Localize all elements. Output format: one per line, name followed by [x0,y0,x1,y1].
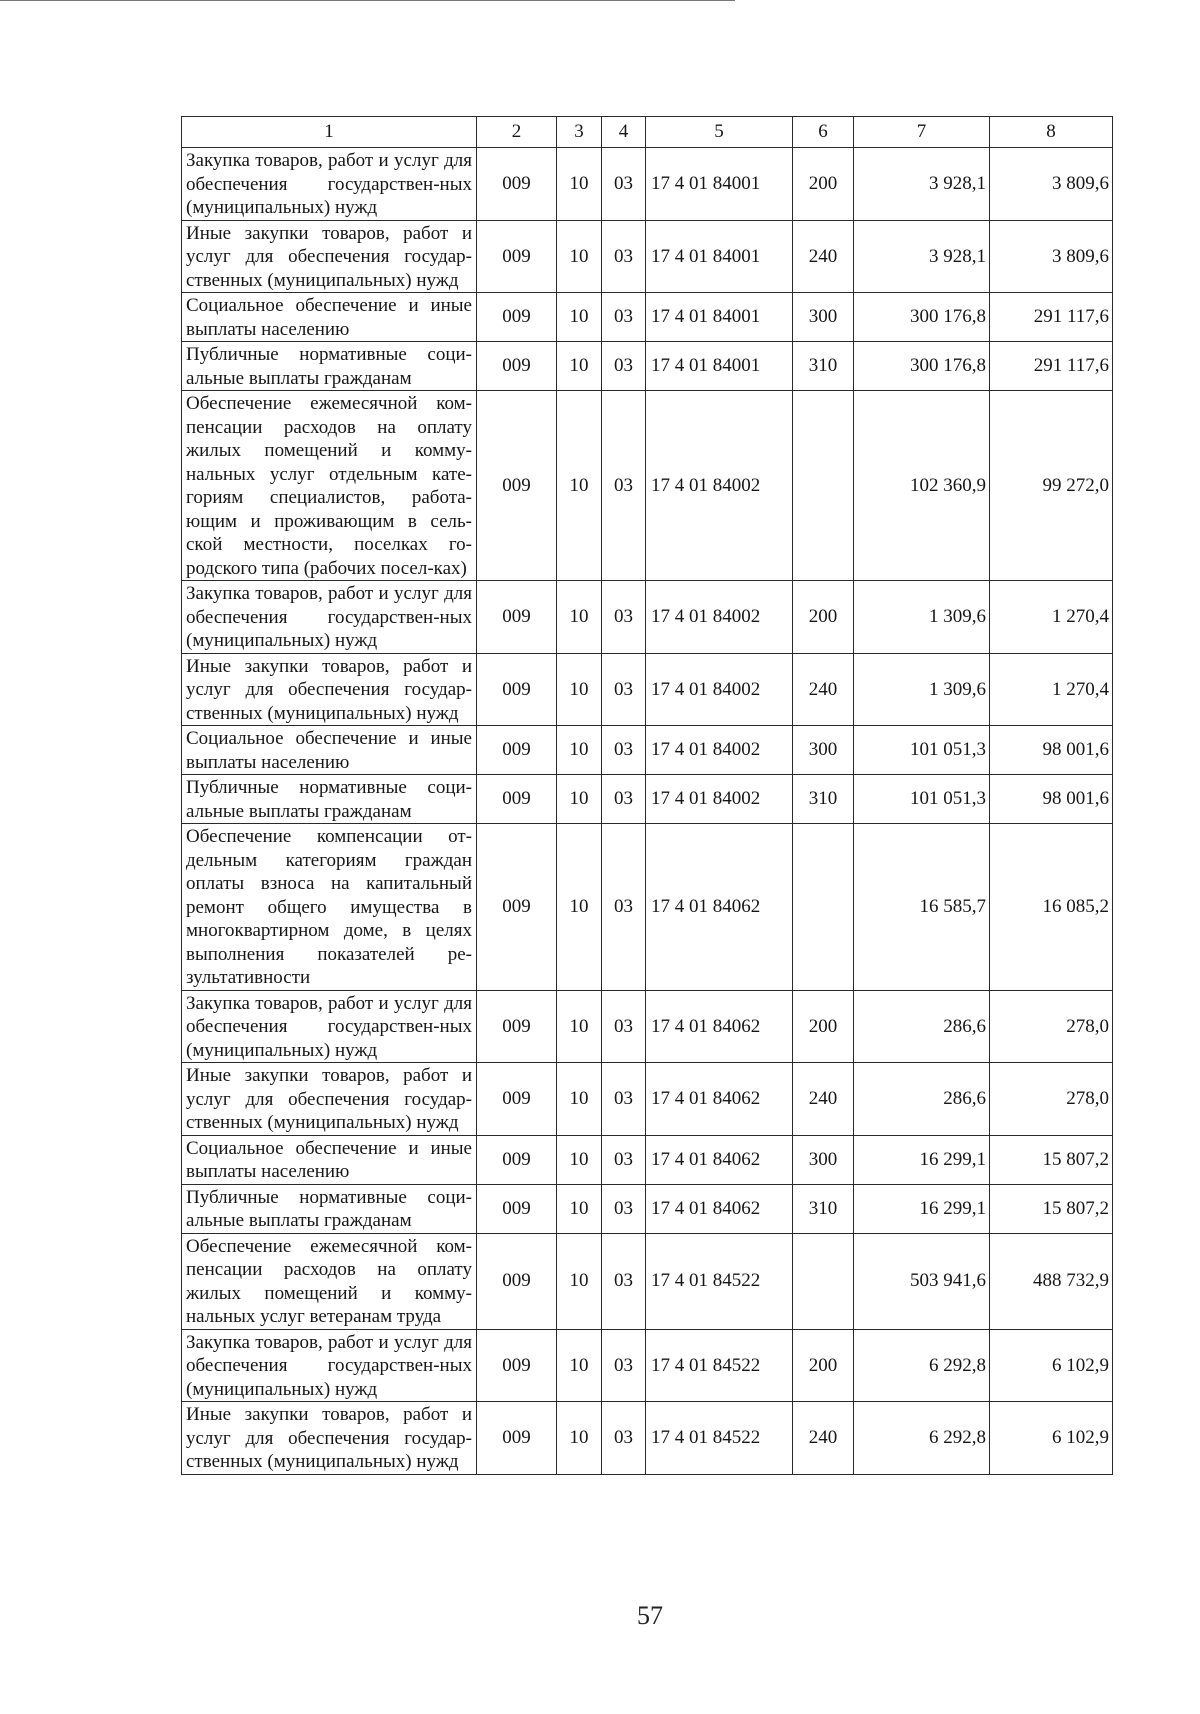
section-code-cell: 10 [557,1402,602,1475]
expense-type-cell: 240 [793,220,854,293]
expense-type-cell: 200 [793,1329,854,1402]
page-number: 57 [637,1601,663,1630]
subsection-code-cell: 03 [602,1402,646,1475]
expense-type-cell: 310 [793,342,854,391]
admin-code-cell: 009 [477,990,557,1063]
amount-year2-cell: 6 102,9 [990,1402,1113,1475]
section-code-cell: 10 [557,391,602,581]
table-header [182,117,1113,148]
amount-year1-cell: 3 928,1 [854,220,990,293]
header-col-3: 3 [557,117,602,148]
table-row [182,653,1113,726]
expense-type-cell: 200 [793,148,854,221]
amount-year2-cell: 1 270,4 [990,581,1113,654]
subsection-code-cell: 03 [602,1233,646,1329]
admin-code-cell: 009 [477,824,557,991]
table-row [182,1063,1113,1136]
row-name-cell: Публичные нормативные соци-альные выплаты гражданам [182,342,477,391]
amount-year1-cell: 101 051,3 [854,726,990,775]
table-row [182,1329,1113,1402]
expense-type-cell: 310 [793,775,854,824]
amount-year2-cell: 291 117,6 [990,342,1113,391]
target-article-cell: 17 4 01 84062 [646,990,793,1063]
row-name-cell: Социальное обеспечение и иные выплаты населению [182,726,477,775]
table-row [182,1135,1113,1184]
amount-year1-cell: 16 299,1 [854,1135,990,1184]
header-col-2: 2 [477,117,557,148]
target-article-cell: 17 4 01 84002 [646,581,793,654]
table-body [182,148,1113,1475]
table-row [182,990,1113,1063]
admin-code-cell: 009 [477,1233,557,1329]
expense-type-cell [793,391,854,581]
amount-year1-cell: 286,6 [854,990,990,1063]
subsection-code-cell: 03 [602,824,646,991]
subsection-code-cell: 03 [602,391,646,581]
table-row [182,824,1113,991]
admin-code-cell: 009 [477,1184,557,1233]
amount-year2-cell: 3 809,6 [990,148,1113,221]
subsection-code-cell: 03 [602,1329,646,1402]
amount-year1-cell: 300 176,8 [854,293,990,342]
target-article-cell: 17 4 01 84001 [646,293,793,342]
amount-year2-cell: 6 102,9 [990,1329,1113,1402]
section-code-cell: 10 [557,342,602,391]
target-article-cell: 17 4 01 84062 [646,1135,793,1184]
table-row [182,1233,1113,1329]
admin-code-cell: 009 [477,1135,557,1184]
subsection-code-cell: 03 [602,342,646,391]
row-name-cell: Публичные нормативные соци-альные выплаты гражданам [182,1184,477,1233]
amount-year2-cell: 278,0 [990,1063,1113,1136]
table-row [182,342,1113,391]
expense-type-cell: 240 [793,653,854,726]
admin-code-cell: 009 [477,1329,557,1402]
target-article-cell: 17 4 01 84522 [646,1402,793,1475]
subsection-code-cell: 03 [602,653,646,726]
admin-code-cell: 009 [477,1402,557,1475]
table-row [182,293,1113,342]
row-name-cell: Обеспечение ежемесячной ком-пенсации расходов на оплату жилых помещений и комму-нальных услуг отдельным кате-гориям специалистов, работа-ющим и проживающим в сель-ской местности, поселках го-родского типа (рабочих посел-ках) [182,391,477,581]
header-col-5: 5 [646,117,793,148]
amount-year2-cell: 488 732,9 [990,1233,1113,1329]
amount-year1-cell: 1 309,6 [854,653,990,726]
section-code-cell: 10 [557,1184,602,1233]
target-article-cell: 17 4 01 84062 [646,824,793,991]
table-row [182,391,1113,581]
amount-year1-cell: 286,6 [854,1063,990,1136]
section-code-cell: 10 [557,220,602,293]
amount-year1-cell: 1 309,6 [854,581,990,654]
expense-type-cell [793,1233,854,1329]
section-code-cell: 10 [557,990,602,1063]
target-article-cell: 17 4 01 84062 [646,1063,793,1136]
section-code-cell: 10 [557,1329,602,1402]
expense-type-cell: 300 [793,726,854,775]
row-name-cell: Иные закупки товаров, работ и услуг для обеспечения государ-ственных (муниципальных) нужд [182,1063,477,1136]
table-row [182,1402,1113,1475]
row-name-cell: Социальное обеспечение и иные выплаты населению [182,293,477,342]
expense-type-cell: 240 [793,1402,854,1475]
table-row [182,581,1113,654]
expense-type-cell: 310 [793,1184,854,1233]
amount-year1-cell: 101 051,3 [854,775,990,824]
amount-year1-cell: 300 176,8 [854,342,990,391]
target-article-cell: 17 4 01 84001 [646,148,793,221]
row-name-cell: Закупка товаров, работ и услуг для обеспечения государствен-ных (муниципальных) нужд [182,581,477,654]
expense-type-cell: 300 [793,293,854,342]
subsection-code-cell: 03 [602,220,646,293]
header-col-7: 7 [854,117,990,148]
header-col-6: 6 [793,117,854,148]
header-col-1: 1 [182,117,477,148]
target-article-cell: 17 4 01 84522 [646,1329,793,1402]
amount-year1-cell: 6 292,8 [854,1329,990,1402]
header-row [182,117,1113,148]
row-name-cell: Иные закупки товаров, работ и услуг для обеспечения государ-ственных (муниципальных) нужд [182,653,477,726]
scan-edge-line [0,0,735,2]
amount-year1-cell: 6 292,8 [854,1402,990,1475]
section-code-cell: 10 [557,293,602,342]
admin-code-cell: 009 [477,653,557,726]
subsection-code-cell: 03 [602,726,646,775]
admin-code-cell: 009 [477,726,557,775]
section-code-cell: 10 [557,1063,602,1136]
admin-code-cell: 009 [477,293,557,342]
amount-year2-cell: 99 272,0 [990,391,1113,581]
row-name-cell: Иные закупки товаров, работ и услуг для обеспечения государ-ственных (муниципальных) нужд [182,220,477,293]
row-name-cell: Закупка товаров, работ и услуг для обеспечения государствен-ных (муниципальных) нужд [182,990,477,1063]
budget-table [181,116,1113,1475]
section-code-cell: 10 [557,1233,602,1329]
amount-year1-cell: 16 585,7 [854,824,990,991]
admin-code-cell: 009 [477,148,557,221]
expense-type-cell: 200 [793,581,854,654]
section-code-cell: 10 [557,1135,602,1184]
subsection-code-cell: 03 [602,293,646,342]
target-article-cell: 17 4 01 84002 [646,726,793,775]
target-article-cell: 17 4 01 84001 [646,220,793,293]
expense-type-cell: 200 [793,990,854,1063]
section-code-cell: 10 [557,775,602,824]
amount-year2-cell: 98 001,6 [990,726,1113,775]
header-col-4: 4 [602,117,646,148]
admin-code-cell: 009 [477,342,557,391]
target-article-cell: 17 4 01 84522 [646,1233,793,1329]
section-code-cell: 10 [557,653,602,726]
table-row [182,220,1113,293]
row-name-cell: Закупка товаров, работ и услуг для обеспечения государствен-ных (муниципальных) нужд [182,1329,477,1402]
table-row [182,775,1113,824]
subsection-code-cell: 03 [602,1135,646,1184]
row-name-cell: Публичные нормативные соци-альные выплаты гражданам [182,775,477,824]
amount-year2-cell: 98 001,6 [990,775,1113,824]
amount-year2-cell: 278,0 [990,990,1113,1063]
subsection-code-cell: 03 [602,1063,646,1136]
section-code-cell: 10 [557,581,602,654]
subsection-code-cell: 03 [602,775,646,824]
section-code-cell: 10 [557,726,602,775]
target-article-cell: 17 4 01 84002 [646,391,793,581]
target-article-cell: 17 4 01 84001 [646,342,793,391]
amount-year1-cell: 16 299,1 [854,1184,990,1233]
row-name-cell: Обеспечение компенсации от-дельным категориям граждан оплаты взноса на капитальный ремонт общего имущества в многоквартирном доме, в целях выполнения показателей ре-зультативности [182,824,477,991]
amount-year2-cell: 15 807,2 [990,1184,1113,1233]
expense-type-cell: 240 [793,1063,854,1136]
amount-year2-cell: 16 085,2 [990,824,1113,991]
amount-year2-cell: 15 807,2 [990,1135,1113,1184]
expense-type-cell: 300 [793,1135,854,1184]
row-name-cell: Иные закупки товаров, работ и услуг для обеспечения государ-ственных (муниципальных) нужд [182,1402,477,1475]
section-code-cell: 10 [557,148,602,221]
amount-year1-cell: 503 941,6 [854,1233,990,1329]
target-article-cell: 17 4 01 84002 [646,653,793,726]
subsection-code-cell: 03 [602,581,646,654]
amount-year2-cell: 291 117,6 [990,293,1113,342]
row-name-cell: Обеспечение ежемесячной ком-пенсации расходов на оплату жилых помещений и комму-нальных услуг ветеранам труда [182,1233,477,1329]
subsection-code-cell: 03 [602,990,646,1063]
admin-code-cell: 009 [477,1063,557,1136]
amount-year1-cell: 102 360,9 [854,391,990,581]
header-col-8: 8 [990,117,1113,148]
subsection-code-cell: 03 [602,148,646,221]
target-article-cell: 17 4 01 84062 [646,1184,793,1233]
section-code-cell: 10 [557,824,602,991]
amount-year2-cell: 3 809,6 [990,220,1113,293]
table-row [182,148,1113,221]
amount-year1-cell: 3 928,1 [854,148,990,221]
amount-year2-cell: 1 270,4 [990,653,1113,726]
row-name-cell: Социальное обеспечение и иные выплаты населению [182,1135,477,1184]
target-article-cell: 17 4 01 84002 [646,775,793,824]
expense-type-cell [793,824,854,991]
table-row [182,1184,1113,1233]
admin-code-cell: 009 [477,220,557,293]
subsection-code-cell: 03 [602,1184,646,1233]
admin-code-cell: 009 [477,391,557,581]
admin-code-cell: 009 [477,775,557,824]
admin-code-cell: 009 [477,581,557,654]
table-row [182,726,1113,775]
row-name-cell: Закупка товаров, работ и услуг для обеспечения государствен-ных (муниципальных) нужд [182,148,477,221]
